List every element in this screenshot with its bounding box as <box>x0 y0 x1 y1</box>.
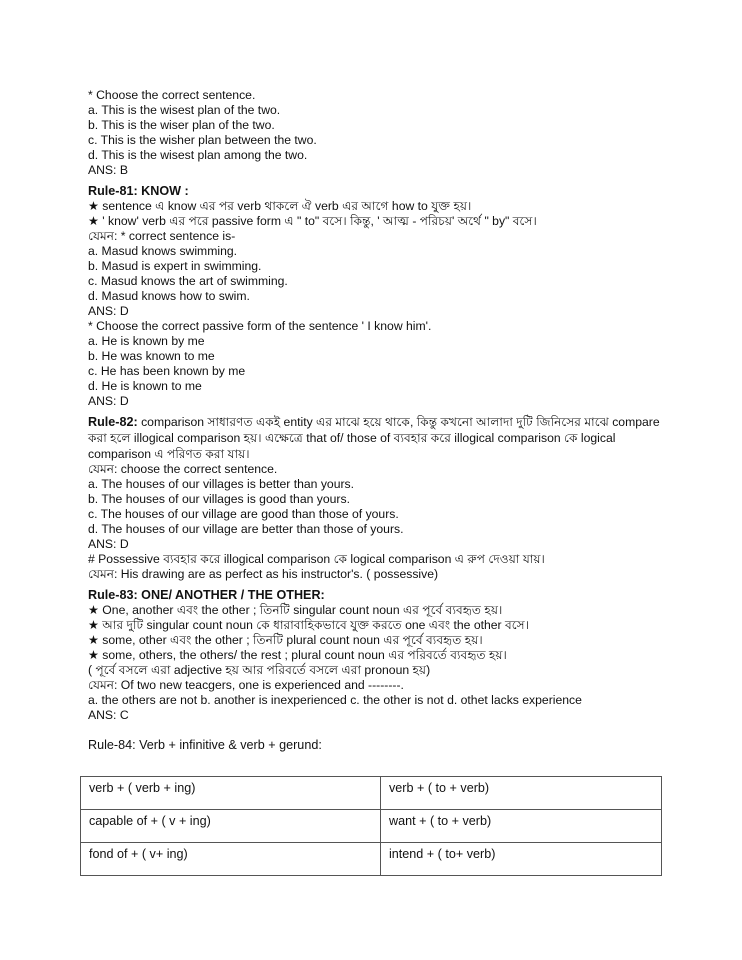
rule-81-title: Rule-81: KNOW : <box>88 184 189 198</box>
table-cell: verb + ( verb + ing) <box>81 777 381 810</box>
text-line: a. The houses of our villages is better than yours. <box>88 477 355 491</box>
text-line: * Choose the correct sentence. <box>88 88 256 102</box>
text-line: b. Masud is expert in swimming. <box>88 259 262 273</box>
text-line: ★ some, other এবং the other ; তিনটি plural count noun এর পূর্বে ব্যবহৃত হয়। <box>88 633 483 647</box>
text-line: c. Masud knows the art of swimming. <box>88 274 288 288</box>
text-line: c. He has been known by me <box>88 364 246 378</box>
text-line: # Possessive ব্যবহার করে illogical comparison কে logical comparison এ রুপ দেওয়া যায়। <box>88 552 545 566</box>
text-line: b. He was known to me <box>88 349 215 363</box>
text-line: d. The houses of our village are better than those of yours. <box>88 522 404 536</box>
text-line: ★ One, another এবং the other ; তিনটি singular count noun এর পূর্বে ব্যবহৃত হয়। <box>88 603 503 617</box>
text-line: a. the others are not b. another is inexperienced c. the other is not d. othet lacks experience <box>88 693 582 707</box>
content-block <box>88 88 663 723</box>
rule-82-intro: comparison সাধারণত একই entity এর মাঝে হয়ে থাকে, কিন্তু কখনো আলাদা দুটি জিনিসের মাঝে compare করা হলে illogical comparison হয়। এক্ষেত্রে that of/ those of ব্যবহার করে illogical comparison কে logical comparison এ পরিণত করা যায়। <box>88 415 660 461</box>
text-line: d. Masud knows how to swim. <box>88 289 250 303</box>
text-line: a. This is the wisest plan of the two. <box>88 103 281 117</box>
table-row <box>81 843 662 876</box>
text-line: ★ sentence এ know এর পর verb থাকলে ঐ verb এর আগে how to যুক্ত হয়। <box>88 199 472 213</box>
text-line: যেমন: His drawing are as perfect as his instructor's. ( possessive) <box>88 567 439 581</box>
table-cell: fond of + ( v+ ing) <box>81 843 381 876</box>
rule-83-title: Rule-83: ONE/ ANOTHER / THE OTHER: <box>88 588 325 602</box>
text-line: ★ আর দুটি singular count noun কে ধারাবাহিকভাবে যুক্ত করতে one এবং the other বসে। <box>88 618 530 632</box>
text-line: * Choose the correct passive form of the sentence ' I know him'. <box>88 319 432 333</box>
text-line: ANS: B <box>88 163 128 177</box>
table-row <box>81 777 662 810</box>
text-line: ( পূর্বে বসলে এরা adjective হয় আর পরিবর্তে বসলে এরা pronoun হয়) <box>88 663 431 677</box>
text-line: যেমন: Of two new teacgers, one is experienced and --------. <box>88 678 404 692</box>
text-line: ★ some, others, the others/ the rest ; plural count noun এর পরিবর্তে ব্যবহৃত হয়। <box>88 648 507 662</box>
text-line: a. He is known by me <box>88 334 205 348</box>
question-block <box>88 88 663 178</box>
text-line: b. This is the wiser plan of the two. <box>88 118 275 132</box>
rule-82-title: Rule-82: <box>88 415 138 429</box>
rule-84-title: Rule-84: Verb + infinitive & verb + gerund: <box>88 738 322 752</box>
text-line: d. This is the wisest plan among the two. <box>88 148 308 162</box>
text-line: ANS: D <box>88 394 129 408</box>
text-line: ★ ' know' verb এর পরে passive form এ " to" বসে। কিন্তু, ' আত্ম - পরিচয়' অর্থে " by" বসে। <box>88 214 537 228</box>
text-line: a. Masud knows swimming. <box>88 244 238 258</box>
table-cell: verb + ( to + verb) <box>381 777 662 810</box>
text-line: ANS: C <box>88 708 129 722</box>
text-line: c. The houses of our village are good than those of yours. <box>88 507 399 521</box>
text-line: d. He is known to me <box>88 379 202 393</box>
text-line: ANS: D <box>88 304 129 318</box>
table-cell: intend + ( to+ verb) <box>381 843 662 876</box>
text-line: b. The houses of our villages is good than yours. <box>88 492 350 506</box>
rule-82-paragraph <box>88 414 663 462</box>
rule-81-body <box>88 199 663 409</box>
table-row <box>81 810 662 843</box>
table-cell: capable of + ( v + ing) <box>81 810 381 843</box>
text-line: যেমন: * correct sentence is- <box>88 229 236 243</box>
text-line: যেমন: choose the correct sentence. <box>88 462 278 476</box>
rule-82-body <box>88 462 663 582</box>
rule-83-body <box>88 603 663 723</box>
text-line: c. This is the wisher plan between the two. <box>88 133 317 147</box>
verb-pattern-table <box>80 776 662 876</box>
text-line: ANS: D <box>88 537 129 551</box>
table-cell: want + ( to + verb) <box>381 810 662 843</box>
